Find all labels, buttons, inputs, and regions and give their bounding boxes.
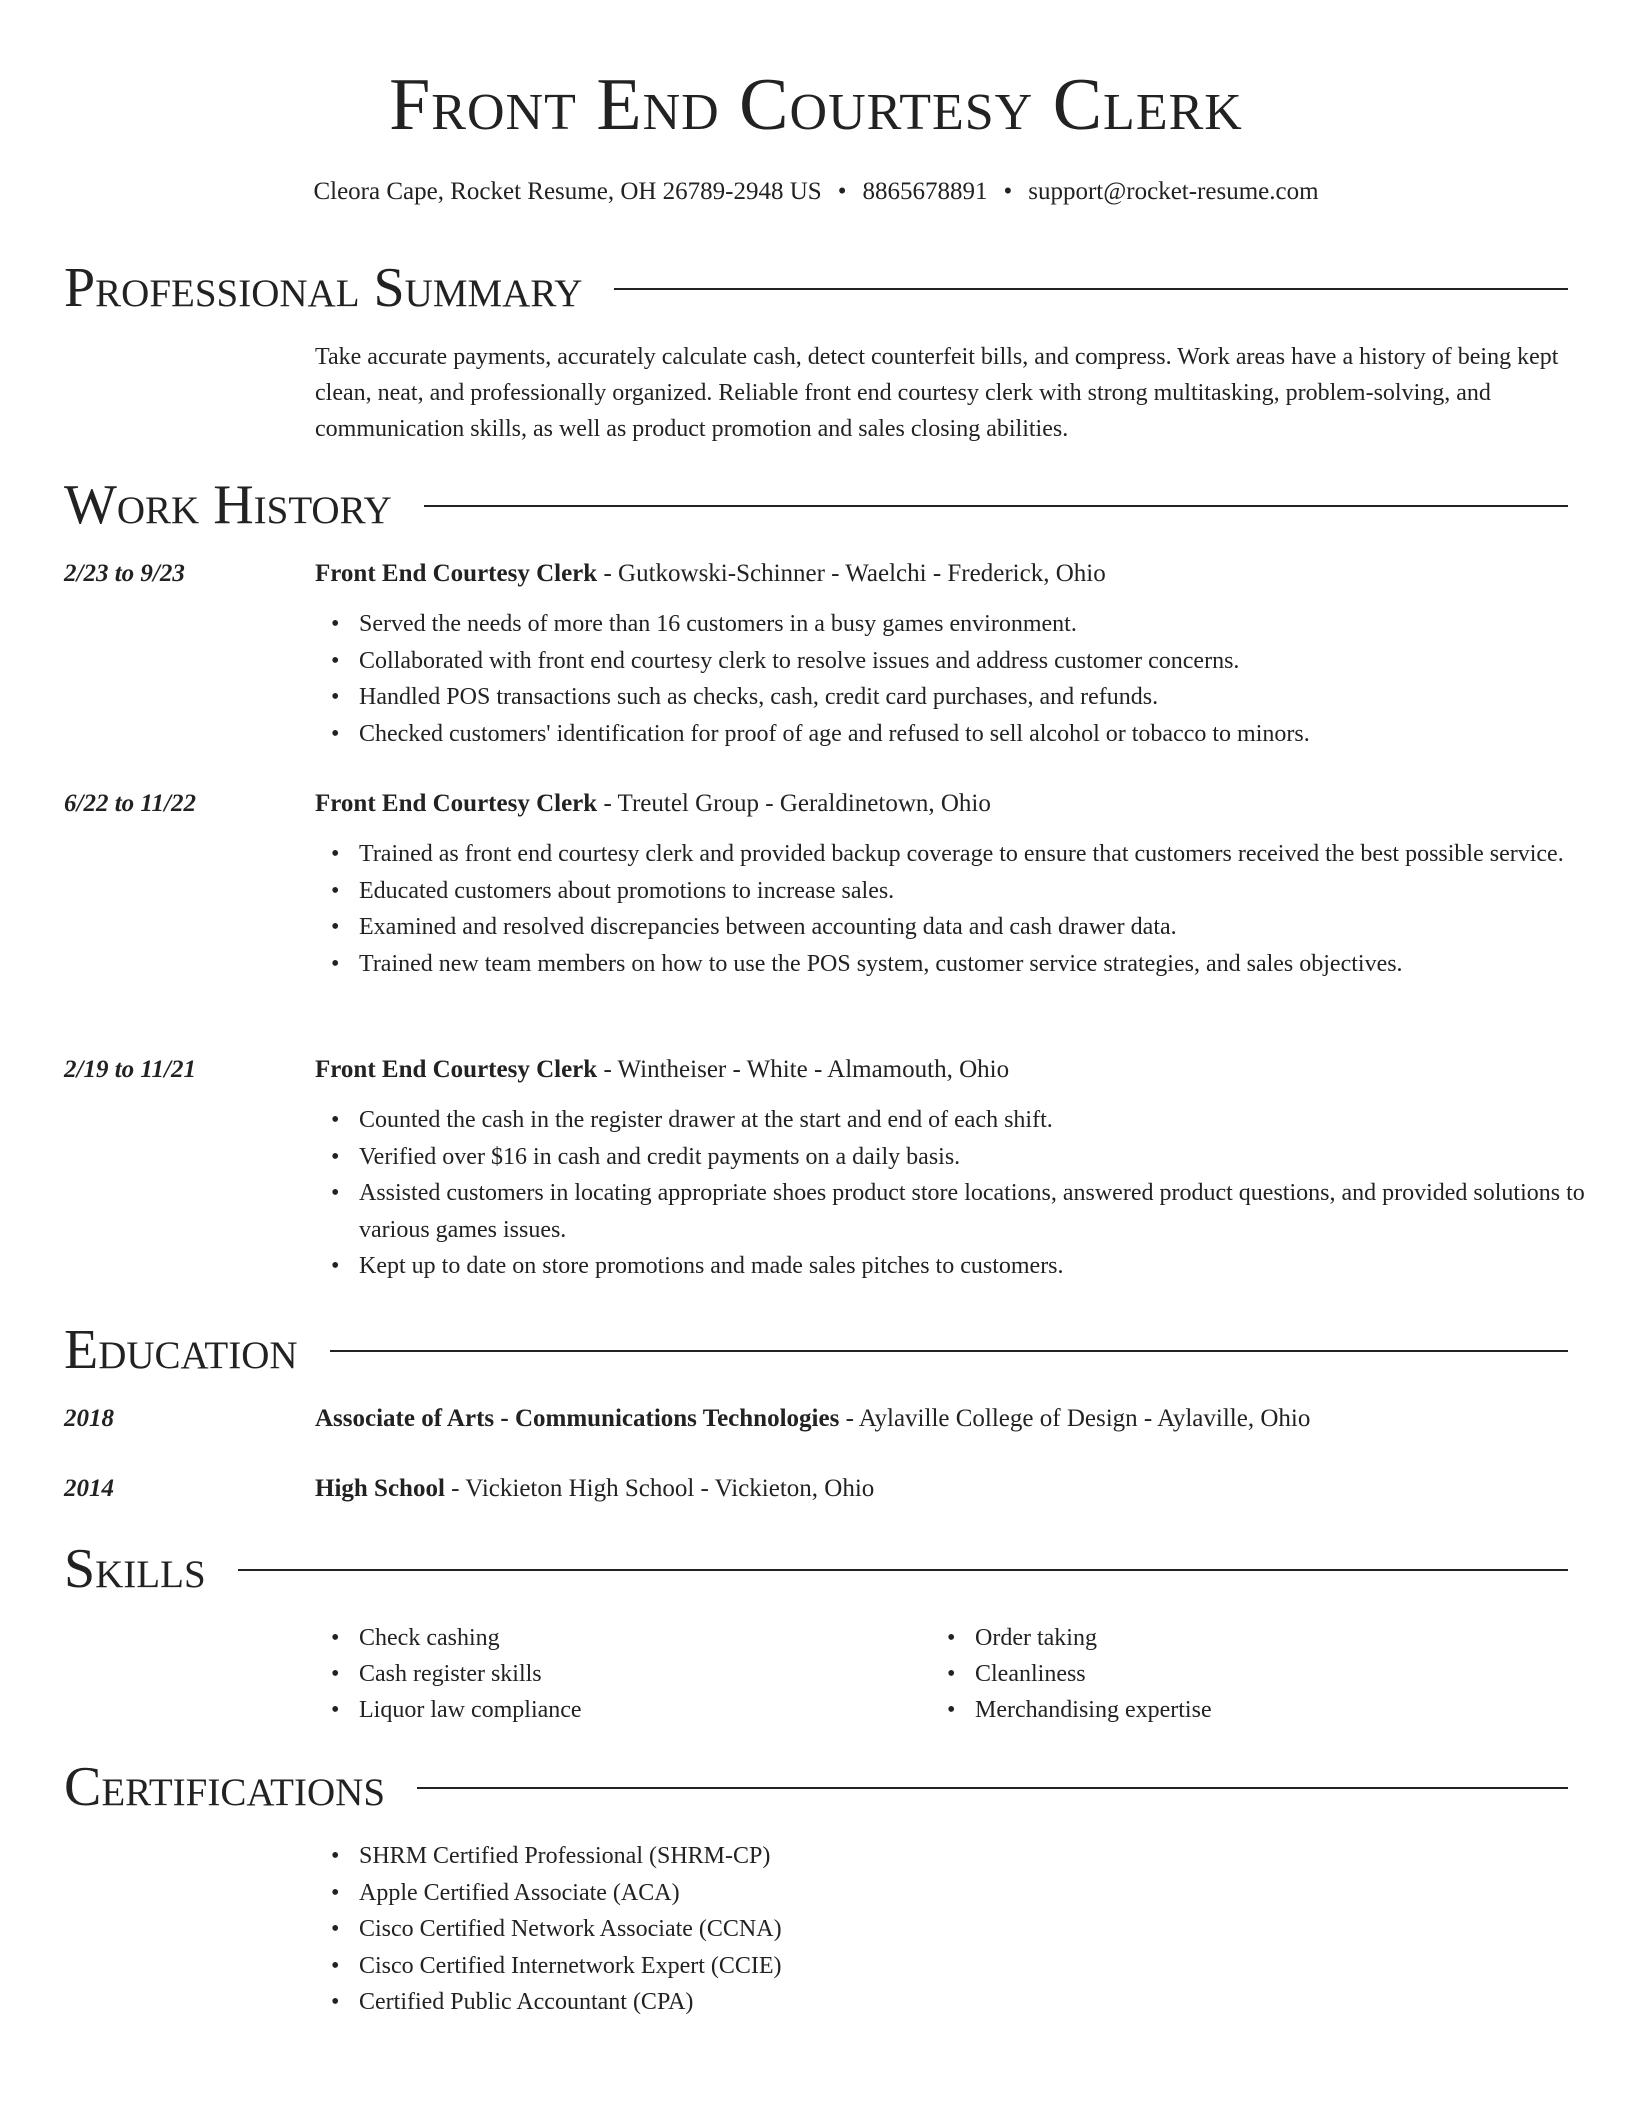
certification-item: • SHRM Certified Professional (SHRM-CP) [359, 1838, 1568, 1875]
job-bullet: • Assisted customers in locating appropriate shoes product store locations, answered product questions, and provided solutions to various games issues. [359, 1175, 1612, 1248]
skill-item: • Cash register skills [359, 1656, 582, 1692]
summary-text: Take accurate payments, accurately calculate cash, detect counterfeit bills, and compress. Work areas have a history of being kept clean, neat, and professionally organized. Reliable front end courtesy clerk with strong multitasking, problem-solving, and communication skills, as well as product promotion and sales closing abilities. [315, 344, 1559, 442]
section-title: Certifications [64, 1756, 386, 1818]
job-details: - Gutkowski-Schinner - Waelchi - Frederick, Ohio [597, 560, 1106, 587]
section-divider [614, 288, 1568, 290]
education-heading [315, 1401, 1568, 1437]
certifications-items [315, 1838, 1568, 2021]
education-degree: Associate of Arts - Communications Technologies [315, 1405, 840, 1432]
job-bullets [315, 836, 1612, 982]
contact-email: support@rocket-resume.com [1028, 178, 1319, 205]
job-bullet: • Kept up to date on store promotions and made sales pitches to customers. [359, 1248, 1612, 1285]
contact-phone: 8865678891 [862, 178, 988, 205]
section-title: Professional Summary [64, 257, 583, 319]
contact-separator: • [1003, 178, 1013, 205]
job-bullet: • Checked customers' identification for proof of age and refused to sell alcohol or tobacco to minors. [359, 716, 1612, 753]
job-dates: 2/19 to 11/21 [64, 1056, 196, 1083]
certification-item: • Certified Public Accountant (CPA) [359, 1984, 1568, 2021]
skill-item: • Check cashing [359, 1620, 582, 1656]
job-bullet: • Handled POS transactions such as checks, cash, credit card purchases, and refunds. [359, 679, 1612, 716]
contact-line [0, 175, 1632, 209]
section-work-header [64, 472, 1568, 538]
job-details: - Treutel Group - Geraldinetown, Ohio [597, 790, 991, 817]
section-title: Skills [64, 1538, 206, 1600]
skills-column-right [931, 1620, 1212, 1728]
skill-item: • Cleanliness [975, 1656, 1212, 1692]
section-education-header [64, 1317, 1568, 1383]
section-divider [424, 505, 1568, 507]
job-bullet: • Verified over $16 in cash and credit payments on a daily basis. [359, 1139, 1612, 1176]
section-title: Work History [64, 474, 392, 536]
section-divider [417, 1787, 1568, 1789]
skill-item: • Merchandising expertise [975, 1692, 1212, 1728]
job-role: Front End Courtesy Clerk [315, 560, 598, 587]
section-divider [330, 1350, 1568, 1352]
certification-item: • Cisco Certified Internetwork Expert (CCIE) [359, 1948, 1568, 1985]
job-heading [315, 786, 1568, 822]
education-details: - Aylaville College of Design - Aylaville, Ohio [839, 1405, 1311, 1432]
candidate-name: Front End Courtesy Clerk [389, 64, 1243, 146]
certification-item: • Apple Certified Associate (ACA) [359, 1875, 1568, 1912]
education-heading [315, 1471, 1568, 1507]
skill-item: • Liquor law compliance [359, 1692, 582, 1728]
section-title: Education [64, 1319, 298, 1381]
section-skills-header [64, 1536, 1568, 1602]
job-heading [315, 1052, 1568, 1088]
education-year: 2014 [64, 1475, 114, 1502]
section-summary-header [64, 255, 1568, 321]
job-bullet: • Examined and resolved discrepancies between accounting data and cash drawer data. [359, 909, 1612, 946]
job-heading [315, 556, 1568, 592]
job-bullet: • Trained new team members on how to use the POS system, customer service strategies, and sales objectives. [359, 946, 1612, 983]
certification-item: • Cisco Certified Network Associate (CCNA) [359, 1911, 1568, 1948]
skill-item: • Order taking [975, 1620, 1212, 1656]
job-dates: 6/22 to 11/22 [64, 790, 196, 817]
job-dates: 2/23 to 9/23 [64, 560, 185, 587]
skills-column-left [315, 1620, 582, 1728]
job-bullet: • Served the needs of more than 16 customers in a busy games environment. [359, 606, 1612, 643]
education-year: 2018 [64, 1405, 114, 1432]
job-bullets [315, 606, 1612, 752]
education-details: - Vickieton High School - Vickieton, Ohio [444, 1475, 875, 1502]
education-degree: High School [315, 1475, 445, 1502]
job-role: Front End Courtesy Clerk [315, 1056, 598, 1083]
job-bullets [315, 1102, 1612, 1285]
contact-address: Cleora Cape, Rocket Resume, OH 26789-2948 US [313, 178, 822, 205]
job-bullet: • Trained as front end courtesy clerk and provided backup coverage to ensure that customers received the best possible service. [359, 836, 1612, 873]
section-certifications-header [64, 1754, 1568, 1820]
job-role: Front End Courtesy Clerk [315, 790, 598, 817]
job-bullet: • Educated customers about promotions to increase sales. [359, 873, 1612, 910]
contact-separator: • [837, 178, 847, 205]
job-bullet: • Counted the cash in the register drawer at the start and end of each shift. [359, 1102, 1612, 1139]
job-details: - Wintheiser - White - Almamouth, Ohio [597, 1056, 1010, 1083]
job-bullet: • Collaborated with front end courtesy clerk to resolve issues and address customer concerns. [359, 643, 1612, 680]
section-divider [238, 1569, 1568, 1571]
certifications-list [315, 1838, 1568, 2021]
